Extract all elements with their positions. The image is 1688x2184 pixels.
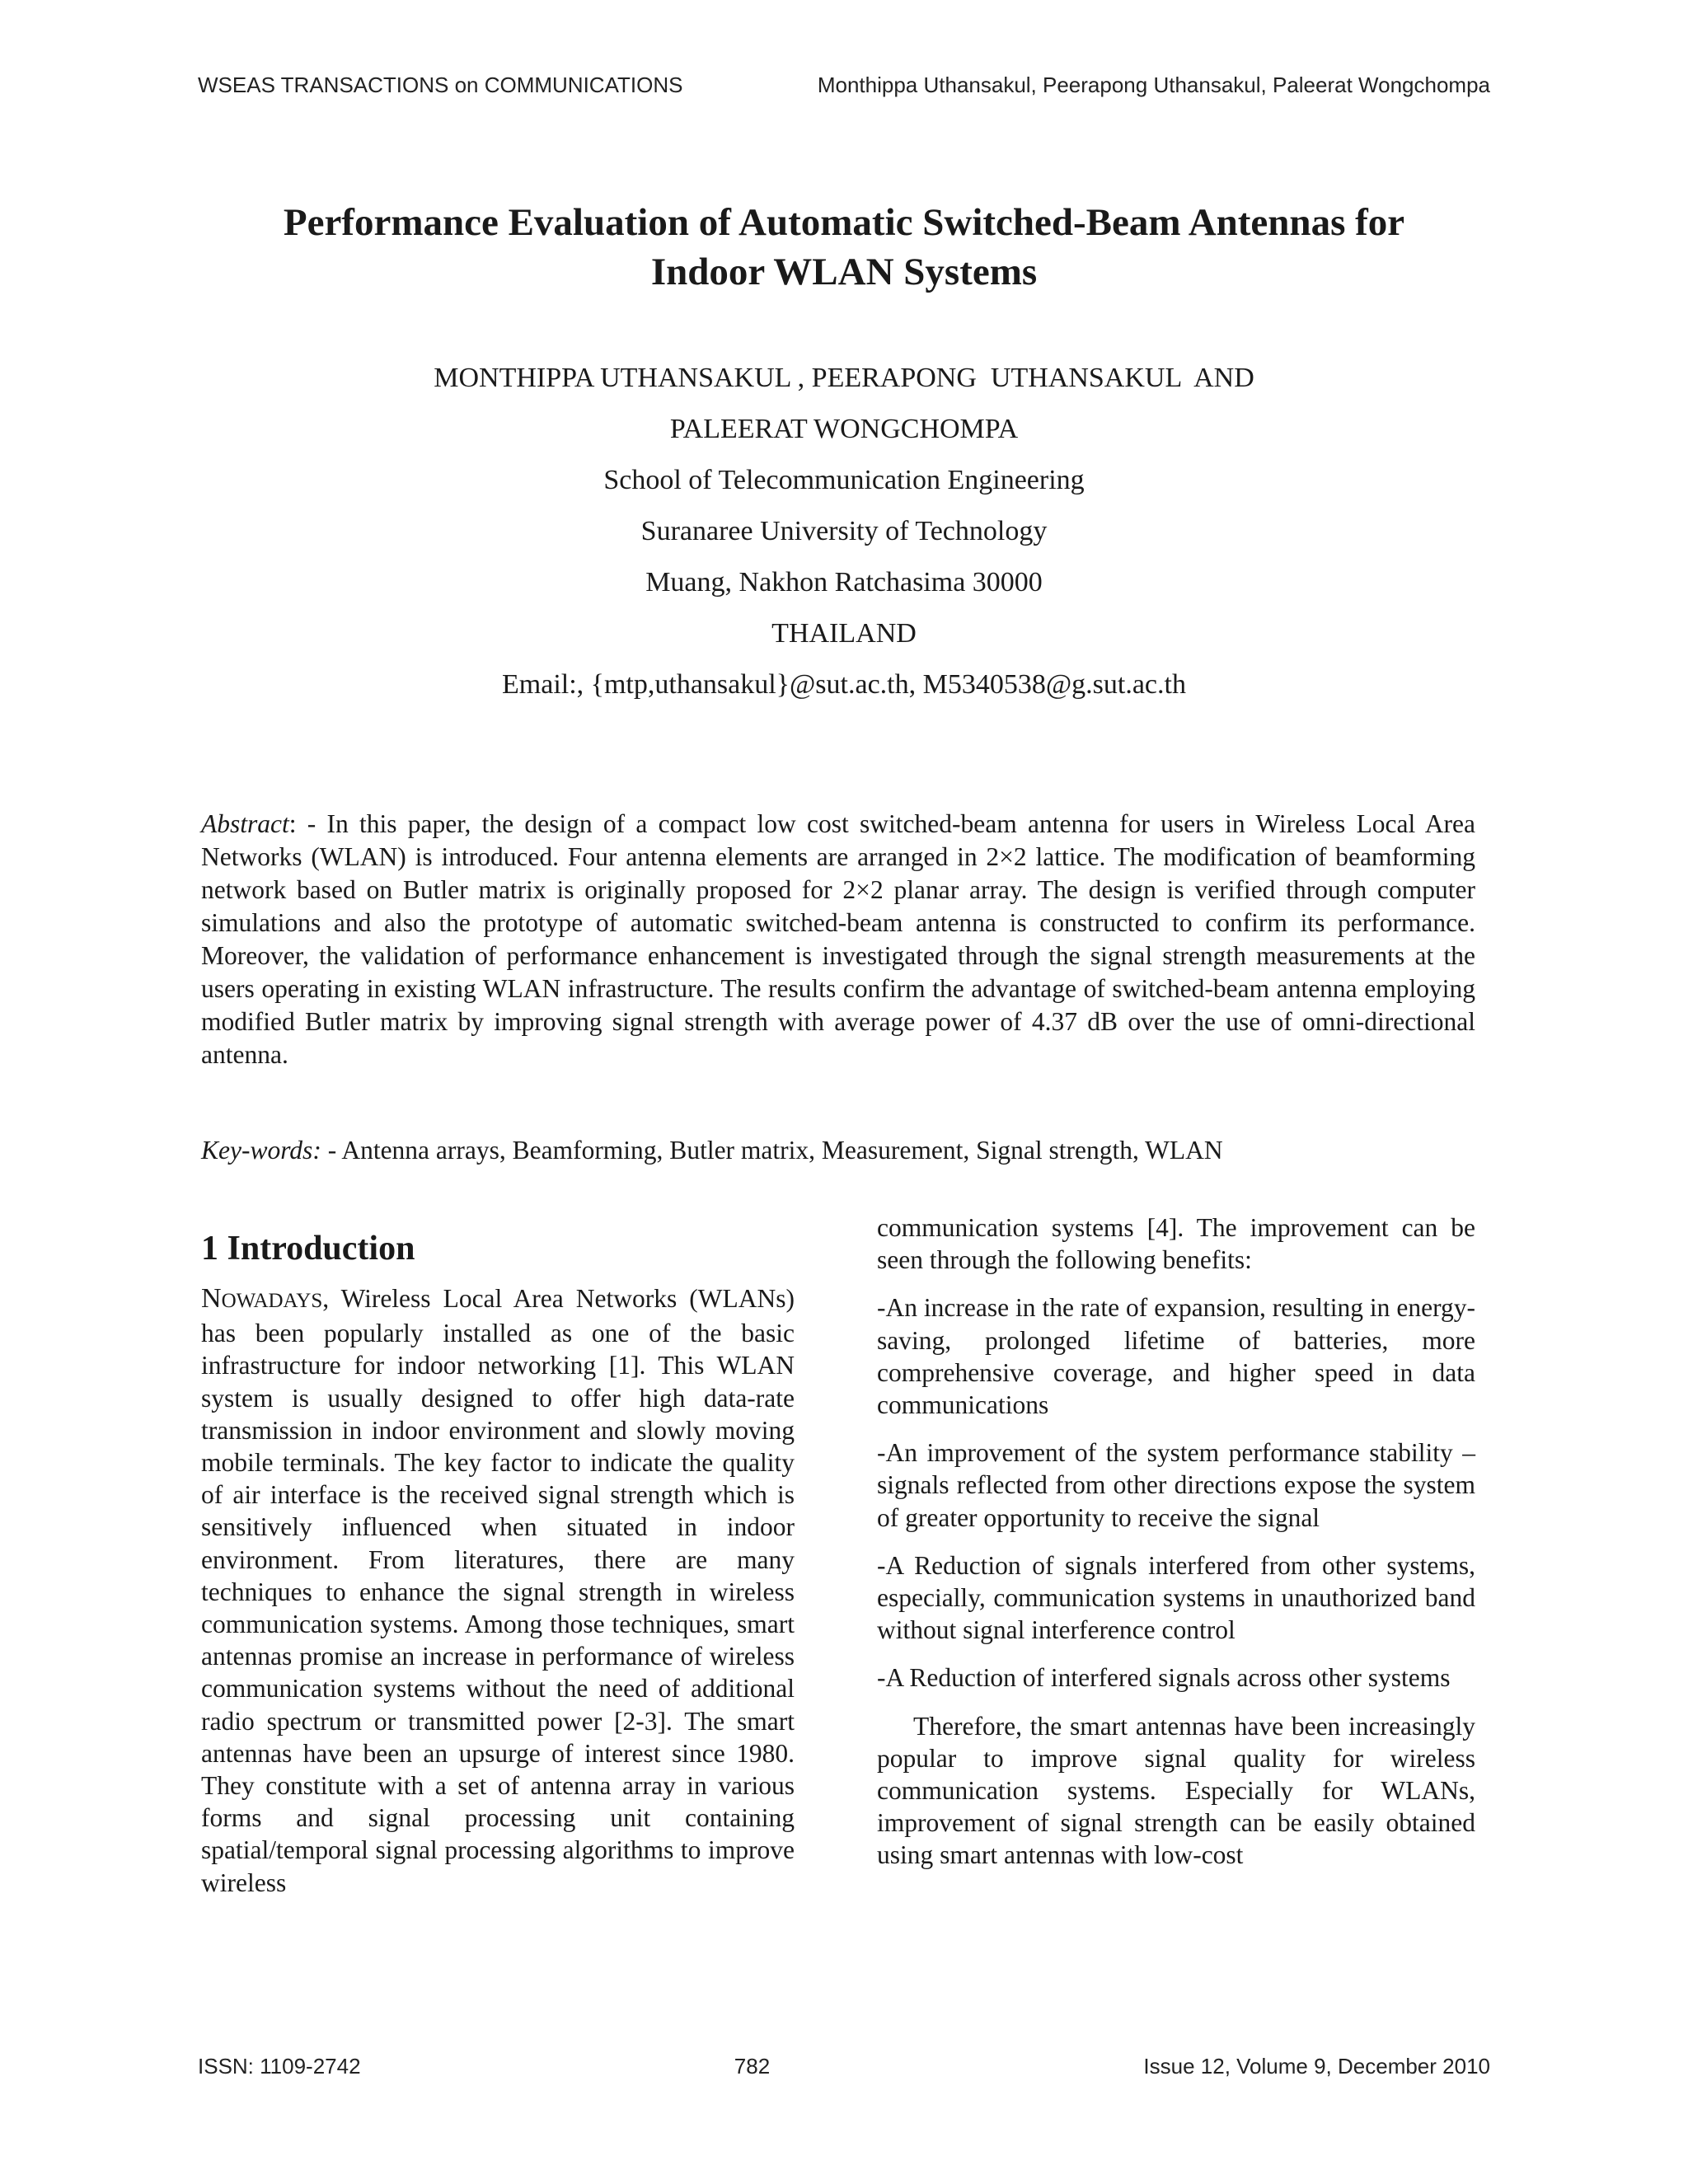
keywords-text: - Antenna arrays, Beamforming, Butler matrix, Measurement, Signal strength, WLAN [321, 1136, 1223, 1165]
benefit-item-2: -An improvement of the system performance stability – signals reflected from other directions expose the system of greater opportunity to receive the signal [877, 1438, 1475, 1532]
issn: ISSN: 1109-2742 [198, 2054, 361, 2079]
benefit-item-4: -A Reduction of interfered signals across other systems [877, 1663, 1451, 1693]
benefit-item-1: -An increase in the rate of expansion, resulting in energy-saving, prolonged lifetime of batteries, more comprehensive coverage, and higher speed in data communications [877, 1293, 1475, 1420]
lead-initial: N [201, 1283, 222, 1314]
benefit-item-3: -A Reduction of signals interfered from other systems, especially, communication systems in unauthorized band without signal interference control [877, 1550, 1475, 1645]
intro-paragraph-3: Therefore, the smart antennas have been increasingly popular to improve signal quality for wireless communication systems. Especially for WLANs, improvement of signal strength can be easily obtained using smart antennas with low-cost [877, 1711, 1475, 1870]
authors-line-2: PALEERAT WONGCHOMPA [669, 414, 1019, 444]
keywords [201, 1134, 1475, 1167]
title-line-2: Indoor WLAN Systems [650, 251, 1038, 293]
keywords-label: Key-words: [201, 1136, 321, 1165]
authors-line-1: MONTHIPPA UTHANSAKUL , PEERAPONG UTHANSAKUL AND [434, 363, 1254, 393]
journal-name: WSEAS TRANSACTIONS on COMMUNICATIONS [198, 73, 683, 97]
right-column [877, 1212, 1475, 1887]
paper-title [198, 198, 1490, 297]
running-header [198, 73, 1490, 98]
page-number: 782 [734, 2054, 771, 2079]
school: School of Telecommunication Engineering [603, 465, 1085, 495]
section-heading-introduction: 1 Introduction [201, 1230, 415, 1268]
lead-smallcaps: OWADAYS [221, 1290, 323, 1312]
running-authors: Monthippa Uthansakul, Peerapong Uthansakul, Paleerat Wongchompa [817, 73, 1490, 97]
abstract-text: : - In this paper, the design of a compact low cost switched-beam antenna for users in Wireless Local Area Networks (WLAN) is introduced. Four antenna elements are arranged in 2×2 lattice. The modification of beamforming network based on Butler matrix is originally proposed for 2×2 planar array. The design is verified through computer simulations and also the prototype of automatic switched-beam antenna is constructed to confirm its performance. Moreover, the validation of performance enhancement is investigated through the signal strength measurements at the users operating in existing WLAN infrastructure. The results confirm the advantage of switched-beam antenna employing modified Butler matrix by improving signal strength with average power of 4.37 dB over the use of omni-directional antenna. [201, 809, 1475, 1069]
university: Suranaree University of Technology [640, 516, 1048, 546]
page-footer [198, 2054, 1490, 2079]
left-column [201, 1228, 795, 1915]
email: Email:, {mtp,uthansakul}@sut.ac.th, M5340538@g.sut.ac.th [502, 669, 1186, 700]
issue-info: Issue 12, Volume 9, December 2010 [1143, 2054, 1490, 2079]
abstract-label: Abstract [201, 809, 289, 838]
country: THAILAND [771, 618, 917, 649]
abstract [201, 808, 1475, 1071]
city: Muang, Nakhon Ratchasima 30000 [645, 567, 1043, 598]
intro-paragraph-1-text: , Wireless Local Area Networks (WLANs) has been popularly installed as one of the basic infrastructure for indoor networking [1]. This WLAN system is usually designed to offer high data-rate transmission in indoor environment and slowly moving mobile terminals. The key factor to indicate the quality of air interface is the received signal strength which is sensitively influenced when situated in indoor environment. From literatures, there are many techniques to enhance the signal strength in wireless communication systems. Among those techniques, smart antennas promise an increase in performance of wireless communication systems without the need of additional radio spectrum or transmitted power [2-3]. The smart antennas have been an upsurge of interest since 1980. They constitute with a set of antenna array in various forms and signal processing unit containing spatial/temporal signal processing algorithms to improve wireless [201, 1284, 795, 1897]
intro-paragraph-2: communication systems [4]. The improvement can be seen through the following benefits: [877, 1213, 1475, 1275]
intro-paragraph-1 [201, 1282, 795, 1899]
author-block [198, 353, 1490, 710]
title-line-1: Performance Evaluation of Automatic Switched-Beam Antennas for [283, 201, 1405, 244]
